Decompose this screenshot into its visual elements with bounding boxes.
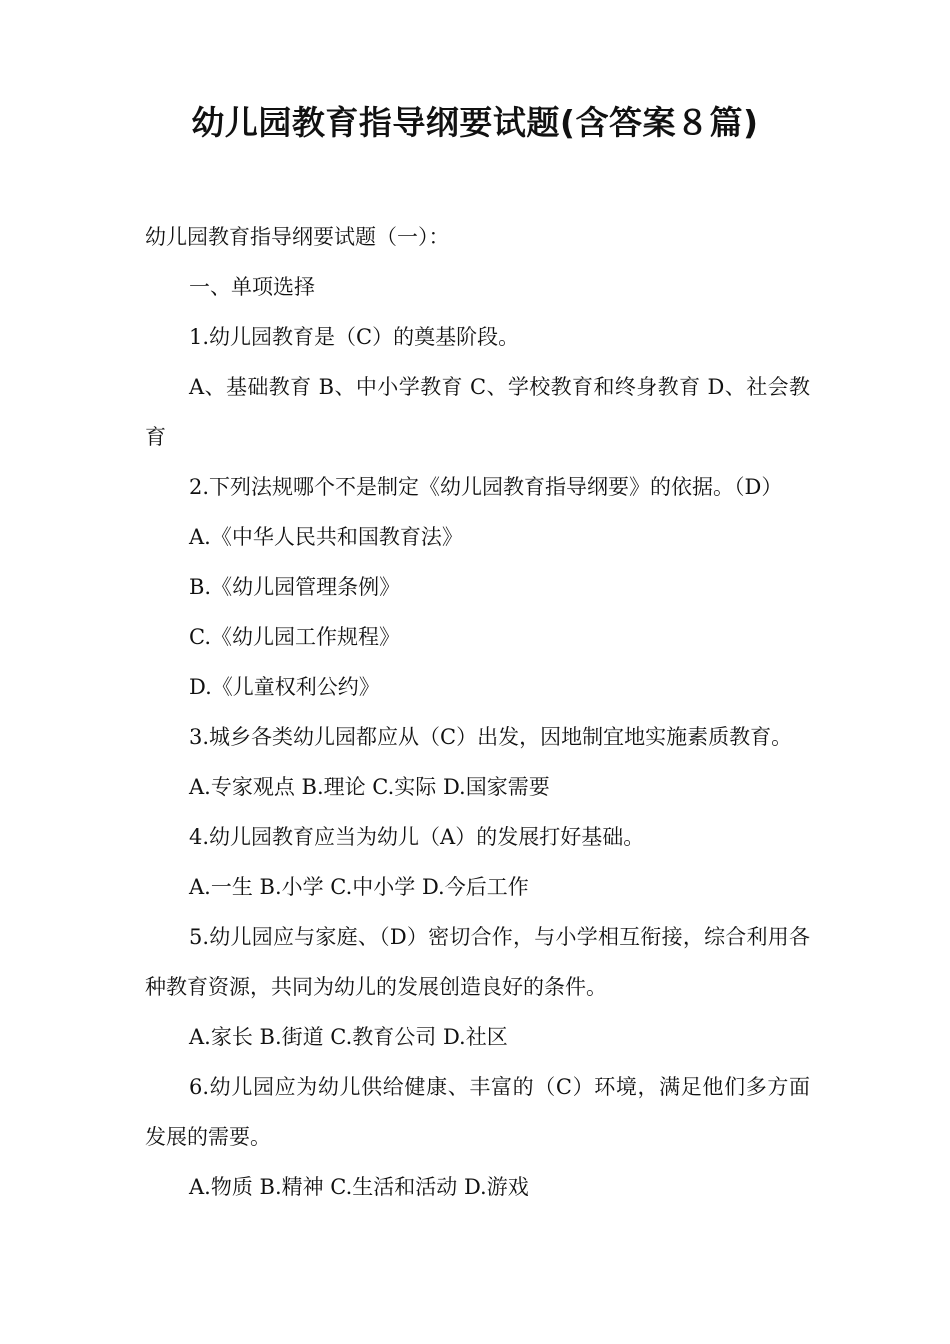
part-heading: 一、单项选择 bbox=[189, 275, 315, 299]
question-6: 6.幼儿园应为幼儿供给健康、丰富的（C）环境，满足他们多方面发展的需要。 bbox=[145, 1075, 810, 1149]
question-4: 4.幼儿园教育应当为幼儿（A）的发展打好基础。 bbox=[189, 825, 645, 849]
question-2-option-b: B.《幼儿园管理条例》 bbox=[189, 575, 401, 599]
document-body bbox=[145, 212, 810, 1212]
question-5-options: A.家长 B.街道 C.教育公司 D.社区 bbox=[189, 1025, 508, 1049]
question-3: 3.城乡各类幼儿园都应从（C）出发，因地制宜地实施素质教育。 bbox=[189, 725, 793, 749]
question-2: 2.下列法规哪个不是制定《幼儿园教育指导纲要》的依据。（D） bbox=[189, 475, 783, 499]
document-title: 幼儿园教育指导纲要试题(含答案８篇) bbox=[191, 103, 759, 142]
question-6-options: A.物质 B.精神 C.生活和活动 D.游戏 bbox=[189, 1175, 529, 1199]
question-1-options: A、基础教育 B、中小学教育 C、学校教育和终身教育 D、社会教育 bbox=[145, 375, 810, 449]
question-1: 1.幼儿园教育是（C）的奠基阶段。 bbox=[189, 325, 520, 349]
question-4-options: A.一生 B.小学 C.中小学 D.今后工作 bbox=[189, 875, 529, 899]
question-5: 5.幼儿园应与家庭、（D）密切合作，与小学相互衔接，综合利用各种教育资源，共同为幼儿的发展创造良好的条件。 bbox=[145, 925, 810, 999]
section-heading: 幼儿园教育指导纲要试题（一）： bbox=[145, 225, 450, 249]
question-3-options: A.专家观点 B.理论 C.实际 D.国家需要 bbox=[189, 775, 550, 799]
question-2-option-d: D.《儿童权利公约》 bbox=[189, 675, 380, 699]
question-2-option-c: C.《幼儿园工作规程》 bbox=[189, 625, 400, 649]
question-2-option-a: A.《中华人民共和国教育法》 bbox=[189, 525, 463, 549]
